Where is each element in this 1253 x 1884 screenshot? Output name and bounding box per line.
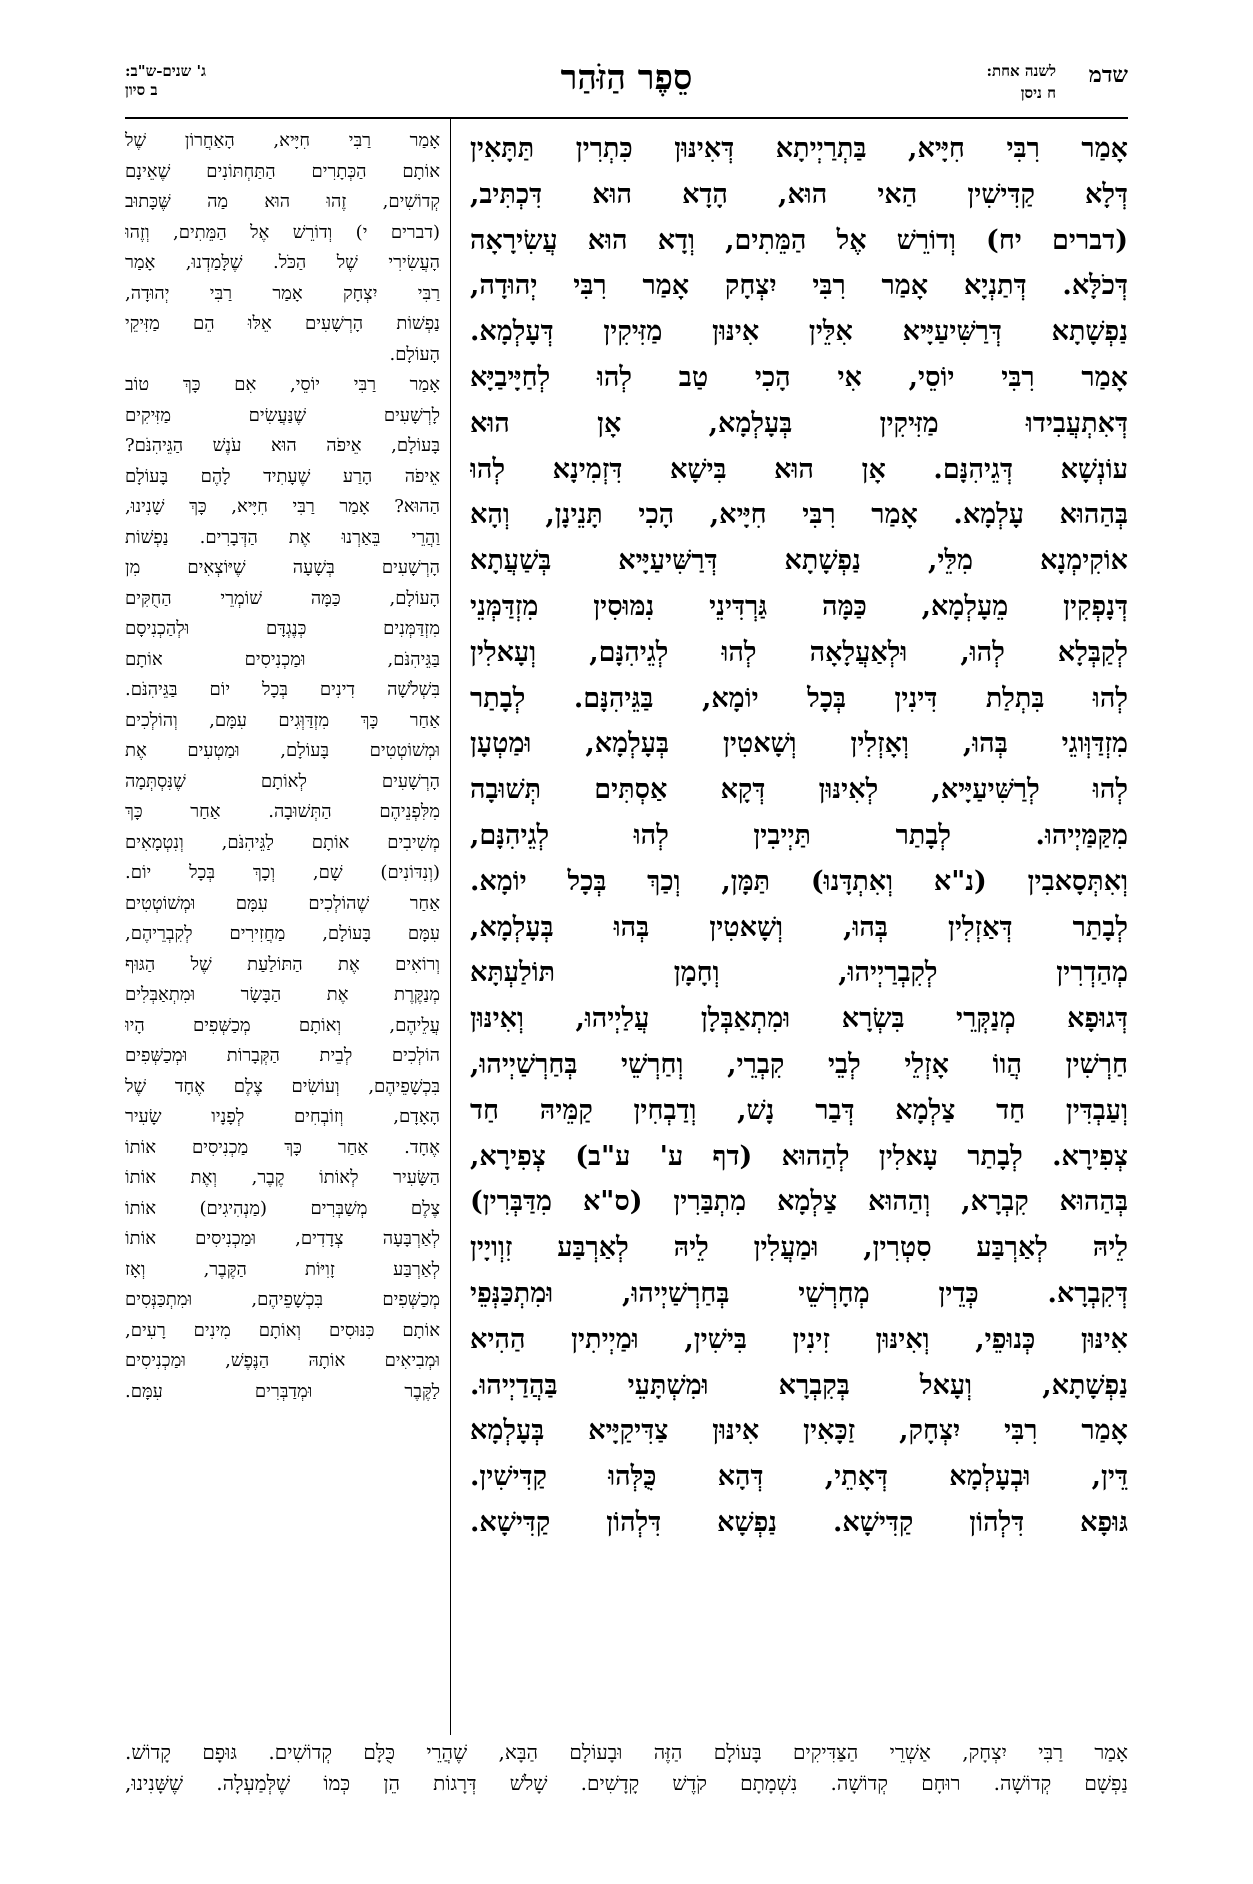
study-schedule-3years-date: ב סיון <box>125 81 158 99</box>
aramaic-line: לְהוּ לְרַשִּׁיעַיָּיא, לְאִינּוּן דְּקָא אַסְתִּים תְּשׁוּבָה <box>470 774 1128 806</box>
aramaic-line: עוֹנְשָׁא דְּגֵיהִנָּם. אָן הוּא בִּישָׁא דִּזְמִינָא לְהוּ <box>470 453 1128 485</box>
book-title: סֵפֶר הַזֹּהַר <box>560 58 693 98</box>
aramaic-line: חַרְשִׁין הֲווֹ אָזְלֵי לְבֵי קִבְרֵי, וְחַרְשֵׁי בְּחַרְשַׁיְיהוּ, <box>470 1048 1128 1080</box>
translation-line: לַקֶּבֶר וּמְדַבְּרִים עִמָּם. <box>125 1380 440 1402</box>
aramaic-line: צְפִירָא. לְבָתַר עָאלִין לְהַהוּא (דף ע' ע"ב) צְפִירָא, <box>470 1140 1128 1172</box>
translation-line: בִּכְשָׁפֵיהֶם, וְעוֹשִׂים צֶלֶם אֶחָד שֶׁל <box>125 1075 440 1097</box>
bottom-translation <box>125 1737 1128 1799</box>
translation-line: הָעֲשִׂירִי שֶׁל הַכֹּל. שֶׁלָּמַדְנוּ, אָמַר <box>125 252 440 273</box>
translation-line: לְאַרְבָּעָה צְדָדִים, וּמַכְנִיסִים אוֹתוֹ <box>125 1228 440 1249</box>
translation-line: הָעוֹלָם. <box>389 343 440 365</box>
translation-line: אוֹתָם כִּנּוּסִים וְאוֹתָם מִינִים רָעִים, <box>125 1319 440 1341</box>
translation-line: הָרְשָׁעִים בְּשָׁעָה שֶׁיּוֹצְאִים מִן <box>125 557 440 578</box>
aramaic-line: דְּנָפְקִין מֵעָלְמָא, כַּמָּה גַּרְדִּינֵי נִמּוּסִין מִזְדַּמְּנֵי <box>470 590 1128 622</box>
bottom-line: אָמַר רַבִּי יִצְחָק, אַשְׁרֵי הַצַּדִּיקִים בָּעוֹלָם הַזֶּה וּבָעוֹלָם הַבָּא, שֶׁהֲרֵי כֻּלָּם קְדוֹשִׁים. גּוּפָם קָדוֹשׁ. <box>125 1740 1128 1764</box>
translation-line: (דברים י) וְדוֹרֵשׁ אֶל הַמֵּתִים, וְזֶהוּ <box>125 221 440 243</box>
aramaic-line: לְהוּ בִּתְלַת דִּינִין בְּכָל יוֹמָא, בַּגֵּיהִנָּם. לְבָתַר <box>470 682 1128 714</box>
aramaic-line: בְּהַהוּא קִבְרָא, וְהַהוּא צַלְמָא מִתְבַּרִין (ס"א מִדַּבְּרִין) <box>470 1186 1128 1218</box>
aramaic-line: דְּאִתְעֲבִידוּ מַזִּיקִין בְּעָלְמָא, אָן הוּא <box>470 407 1128 439</box>
translation-line: וּמְשׁוֹטְטִים בָּעוֹלָם, וּמַטְעִים אֶת <box>125 740 440 761</box>
translation-line: עֲלֵיהֶם, וְאוֹתָם מְכַשְּׁפִים הָיוּ <box>125 1014 440 1036</box>
translation-line: הָאָדָם, וְזוֹבְחִים לְפָנָיו שָׂעִיר <box>125 1106 440 1127</box>
aramaic-line: אִינּוּן כְּנוּפֵי, וְאִינּוּן זִינִין בִּישִׁין, וּמַיְיתִין הַהִיא <box>470 1323 1128 1355</box>
aramaic-line: מִקַּמַּיְיהוּ. לְבָתַר תַּיְיבִין לְהוּ לְגֵיהִנָּם, <box>470 819 1128 851</box>
translation-line: וּמְבִיאִים אוֹתָהּ הַנֶּפֶשׁ, וּמַכְנִיסִים <box>125 1350 440 1371</box>
aramaic-line: דְּכֹלָּא. דְּתַנְיָא אָמַר רִבִּי יִצְחָק אָמַר רִבִּי יְהוּדָה, <box>470 270 1128 302</box>
translation-line: מִלִּפְנֵיהֶם הַתְּשׁוּבָה. אַחַר כָּךְ <box>125 801 440 822</box>
translation-line: (וְנִדּוֹנִים) שָׁם, וְכָךְ בְּכָל יוֹם. <box>125 862 440 883</box>
aramaic-line: וְאִתְּסָאבִין (נ"א וְאִתְדָּנוּ) תַּמָּן, וְכַךְ בְּכָל יוֹמָא. <box>470 865 1128 897</box>
aramaic-line: לֵיהּ לְאַרְבַּע סִטְרִין, וּמַעֲלִין לֵיהּ לְאַרְבַּע זִוְויָין <box>470 1232 1128 1264</box>
translation-line: רַבִּי יִצְחָק אָמַר רַבִּי יְהוּדָה, <box>125 282 440 304</box>
translation-line: בִּשְׁלֹשָׁה דִינִים בְּכָל יוֹם בַּגֵּיהִנֹּם. <box>125 679 440 700</box>
aramaic-line: (דברים יח) וְדוֹרֵשׁ אֶל הַמֵּתִים, וְדָא הוּא עֲשִׂירָאָה <box>470 224 1128 256</box>
translation-line: אַחַר שֶׁהוֹלְכִים עִמָּם וּמְשׁוֹטְטִים <box>125 892 440 914</box>
translation-line: צֶלֶם מְשַׁבְּרִים (מַנְהִיגִים) אוֹתוֹ <box>125 1197 440 1219</box>
study-schedule-date: ח ניסן <box>1020 84 1056 102</box>
translation-line: הַשָּׂעִיר לְאוֹתוֹ קֶבֶר, וְאֶת אוֹתוֹ <box>125 1167 440 1188</box>
translation-line: הוֹלְכִים לְבֵית הַקְּבָרוֹת וּמְכַשְּׁפִים <box>125 1045 440 1066</box>
aramaic-line: גּוּפָא דִּלְהוֹן קַדִּישָׁא. נַפְשָׁא דִּלְהוֹן קַדִּישָׁא. <box>470 1506 1128 1538</box>
page-header <box>125 58 1128 120</box>
aramaic-line: לְבָתַר דְּאַזְלִין בְּהוּ, וְשָׁאטִין בְּהוּ בְּעָלְמָא, <box>470 911 1128 943</box>
translation-line: בַּגֵּיהִנֹּם, וּמַכְנִיסִים אוֹתָם <box>125 648 440 670</box>
translation-line: בָּעוֹלָם, אֵיפֹה הוּא עֹנֶשׁ הַגֵּיהִנֹּם? <box>125 435 440 456</box>
header-left <box>125 62 345 100</box>
aramaic-line: אָמַר רִבִּי יִצְחָק, זַכָּאִין אִינּוּן צַדִּיקַיָּיא בְּעָלְמָא <box>470 1415 1128 1447</box>
aramaic-line: מְהַדְרִין לְקִבְרַיְיהוּ, וְחָמָן תּוֹלַעְתָּא <box>470 957 1128 989</box>
translation-line: אָמַר רַבִּי יוֹסֵי, אִם כָּךְ טוֹב <box>125 374 440 395</box>
translation-line: קְדוֹשִׁים, זֶהוּ הוּא מַה שֶּׁכָּתוּב <box>125 191 440 212</box>
translation-line: הָרְשָׁעִים לְאוֹתָם שֶׁנִּסְתְּמָה <box>125 770 440 792</box>
aramaic-line: אָמַר רִבִּי יוֹסֵי, אִי הָכִי טַב לְהוּ לְחַיָּיבַיָּא <box>470 361 1128 393</box>
aramaic-line: בְּהַהוּא עָלְמָא. אָמַר רִבִּי חִיָּיא, הָכִי תָּנֵינָן, וְהָא <box>470 499 1128 531</box>
translation-line: מְנַקֶּרֶת אֶת הַבָּשָׂר וּמִתְאַבְּלִים <box>125 984 440 1005</box>
aramaic-line: וְעַבְדִּין חַד צַלְמָא דְּבַר נָשׁ, וְדַבְחִין קַמֵּיהּ חַד <box>470 1094 1128 1126</box>
translation-line: וְרוֹאִים אֶת הַתּוֹלַעַת שֶׁל הַגּוּף <box>125 953 440 975</box>
aramaic-line: מִזְדַּוְּוגֵי בְּהוּ, וְאָזְלִין וְשָׁאטִין בְּעָלְמָא, וּמַטְעָן <box>470 728 1128 760</box>
translation-line: אוֹתָם הַכְּתָרִים הַתַּחְתּוֹנִים שֶׁאֵינָם <box>125 160 440 182</box>
translation-line: הָעוֹלָם, כַּמָּה שׁוֹמְרֵי הַחֻקִּים <box>125 587 440 609</box>
page-number: שדמ <box>1088 62 1128 88</box>
aramaic-line: נַפְשָׁתָא, וְעָאל בְּקִבְרָא וּמִשְׁתָּעֵי בַּהֲדַיְיהוּ. <box>470 1369 1128 1401</box>
translation-line: אַחַר כָּךְ מִזְדַּוְּגִים עִמָּם, וְהוֹלְכִים <box>125 709 440 731</box>
translation-line: לְאַרְבַּע זָוִיּוֹת הַקֶּבֶר, וְאָז <box>125 1258 440 1280</box>
header-rule <box>125 117 1128 119</box>
translation-line: עִמָּם בָּעוֹלָם, מַחֲזִירִים לְקִבְרֵיהֶם, <box>125 923 440 944</box>
translation-line: וַהֲרֵי בֵּאַרְנוּ אֶת הַדְּבָרִים. נַפְשׁוֹת <box>125 526 440 548</box>
aramaic-line: אוֹקִימְנָא מִלֵּי, נַפְשָׁתָא דְּרַשִּׁיעַיָּיא בְּשַׁעֲתָא <box>470 545 1128 577</box>
aramaic-text-column <box>470 126 1128 1546</box>
hebrew-translation-column <box>125 126 440 1407</box>
aramaic-line: דְּגוּפָא מְנַקְּרֵי בִּשְׂרָא וּמִתְאַבְּלָן עֲלַיְיהוּ, וְאִינּוּן <box>470 1003 1128 1035</box>
translation-line: נַפְשׁוֹת הָרְשָׁעִים אֵלּוּ הֵם מַזִּיקֵי <box>125 313 440 334</box>
aramaic-line: דֵּין, וּבְעָלְמָא דְּאָתֵי, דְּהָא כֻּלְּהוּ קַדִּישִׁין. <box>470 1461 1128 1493</box>
aramaic-line: דְּלָא קַדִּישִׁין הַאי הוּא, הָדָא הוּא דִּכְתִּיב, <box>470 178 1128 210</box>
translation-line: לָרְשָׁעִים שֶׁנַּעֲשִׂים מַזִּיקִים <box>125 404 440 426</box>
aramaic-line: אָמַר רִבִּי חִיָּיא, בַּתְרַיְיתָא דְּאִינּוּן כִּתְרִין תַּתָּאִין <box>470 133 1128 164</box>
translation-line: מִזְדַּמְּנִים כְּנֶגְדָּם וּלְהַכְנִיסָם <box>125 618 440 639</box>
aramaic-line: נַפְשָׁתָא דְּרַשִּׁיעַיָּיא אִלֵּין אִינּוּן מַזִּיקִין דְּעָלְמָא. <box>470 316 1128 348</box>
translation-line: אֵיפֹה הָרַע שֶׁעָתִיד לָהֶם בָּעוֹלָם <box>125 465 440 487</box>
aramaic-line: לְקַבְּלָא לְהוּ, וּלְאַעֲלָאָה לְהוּ לְגֵיהִנָּם, וְעָאלִין <box>470 636 1128 668</box>
translation-line: אֶחָד. אַחַר כָּךְ מַכְנִיסִים אוֹתוֹ <box>125 1136 440 1158</box>
study-schedule-3years: ג' שנים-ש"ב: <box>125 62 206 80</box>
study-schedule-year: לשנה אחת: <box>986 62 1056 80</box>
translation-line: אָמַר רַבִּי חִיָּיא, הָאַחֲרוֹן שֶׁל <box>125 130 440 151</box>
translation-line: מְשִׁיבִים אוֹתָם לַגֵּיהִנֹּם, וְנִטְמָאִים <box>125 831 440 853</box>
column-divider <box>450 119 451 1735</box>
translation-line: מְכַשְּׁפִים בִּכְשָׁפֵיהֶם, וּמִתְכַּנְּסִים <box>125 1289 440 1310</box>
bottom-line: נַפְשָׁם קְדוֹשָׁה. רוּחָם קְדוֹשָׁה. נִשְׁמָתָם קֹדֶשׁ קָדָשִׁים. שָׁלֹשׁ דְּרָגוֹת הֵן כְּמוֹ שֶׁלְּמַעְלָה. שֶׁשָּׁנִינוּ, <box>125 1771 1128 1795</box>
aramaic-line: דְּקִבְרָא. כְּדֵין מְחָרְשֵׁי בְּחַרְשַׁיְיהוּ, וּמִתְכַּנְּפֵי <box>470 1277 1128 1309</box>
translation-line: הַהוּא? אָמַר רַבִּי חִיָּיא, כָּךְ שָׁנִינוּ, <box>125 496 440 517</box>
